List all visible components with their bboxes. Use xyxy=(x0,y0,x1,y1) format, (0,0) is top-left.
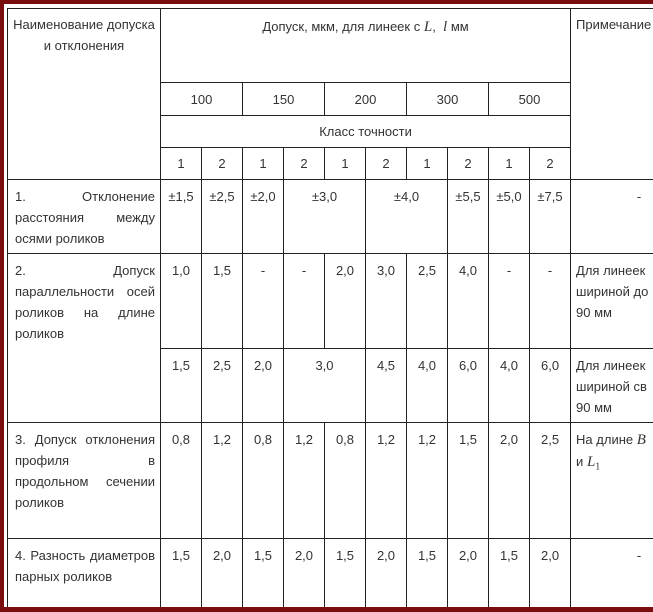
value-cell: 1,2 xyxy=(284,423,325,539)
row-name: 1. Отклонение расстояния между осями роликов xyxy=(8,180,161,254)
header-tolerance-title xyxy=(161,9,571,83)
value-cell: 6,0 xyxy=(530,349,571,423)
value-cell: 2,5 xyxy=(530,423,571,539)
length-500: 500 xyxy=(489,83,571,116)
value-cell: 2,0 xyxy=(366,539,407,612)
value-cell: 1,2 xyxy=(366,423,407,539)
subscript: 1 xyxy=(595,461,601,473)
value-cell: 1,0 xyxy=(161,254,202,349)
class-number: 2 xyxy=(284,148,325,180)
value-cell: 1,5 xyxy=(161,349,202,423)
row-name: 4. Разность диаметров парных роликов xyxy=(8,539,161,612)
row-note xyxy=(571,349,653,423)
note-line xyxy=(576,451,653,478)
value-cell: 2,5 xyxy=(407,254,448,349)
value-cell: ±5,0 xyxy=(489,180,530,254)
value-cell: 1,5 xyxy=(161,539,202,612)
value-cell: - xyxy=(284,254,325,349)
value-cell: 4,0 xyxy=(448,254,489,349)
value-cell: 1,5 xyxy=(489,539,530,612)
value-cell: 1,5 xyxy=(202,254,243,349)
length-200: 200 xyxy=(325,83,407,116)
length-300: 300 xyxy=(407,83,489,116)
class-number: 2 xyxy=(202,148,243,180)
value-cell: ±2,5 xyxy=(202,180,243,254)
value-cell: 1,2 xyxy=(407,423,448,539)
table-row xyxy=(8,254,653,349)
value-cell: - xyxy=(489,254,530,349)
table-row xyxy=(8,423,653,539)
value-cell: 2,0 xyxy=(448,539,489,612)
note-line: 90 мм xyxy=(576,305,612,320)
value-cell: ±1,5 xyxy=(161,180,202,254)
accuracy-class-label: Класс точности xyxy=(161,116,571,148)
value-cell: ±5,5 xyxy=(448,180,489,254)
value-cell: ±4,0 xyxy=(366,180,448,254)
value-cell: ±2,0 xyxy=(243,180,284,254)
tolerance-table xyxy=(7,8,653,612)
row-note: - xyxy=(571,539,653,612)
title-separator: , xyxy=(432,19,436,34)
value-cell: - xyxy=(243,254,284,349)
length-150: 150 xyxy=(243,83,325,116)
class-number: 1 xyxy=(407,148,448,180)
note-line: Для линеек xyxy=(576,358,646,373)
note-line: шириной св xyxy=(576,379,647,394)
value-cell: 3,0 xyxy=(284,349,366,423)
row-name: 3. Допуск отклонения профиля в продольном сечении роликов xyxy=(8,423,161,539)
note-line xyxy=(576,429,653,451)
note-line: Для линеек xyxy=(576,263,646,278)
class-number: 1 xyxy=(243,148,284,180)
row-name: 2. Допуск параллельности осей роликов на длине роликов xyxy=(8,254,161,423)
note-line: шириной до xyxy=(576,284,649,299)
value-cell: 2,0 xyxy=(202,539,243,612)
value-cell: 3,0 xyxy=(366,254,407,349)
value-cell: 2,0 xyxy=(530,539,571,612)
value-cell: 1,5 xyxy=(407,539,448,612)
table-row xyxy=(8,539,653,612)
class-number: 1 xyxy=(161,148,202,180)
header-row-title xyxy=(8,9,653,83)
value-cell: 1,5 xyxy=(325,539,366,612)
value-cell: 2,0 xyxy=(243,349,284,423)
row-note xyxy=(571,254,653,349)
note-line: 90 мм xyxy=(576,400,612,415)
class-number: 1 xyxy=(325,148,366,180)
class-number: 1 xyxy=(489,148,530,180)
class-number: 2 xyxy=(366,148,407,180)
value-cell: 0,8 xyxy=(243,423,284,539)
row-note: - xyxy=(571,180,653,254)
value-cell: ±7,5 xyxy=(530,180,571,254)
table-row xyxy=(8,180,653,254)
variable-L1: L xyxy=(586,454,596,470)
class-number: 2 xyxy=(530,148,571,180)
header-name-label: Наименование допуска и отклонения xyxy=(13,17,155,53)
value-cell: 1,2 xyxy=(202,423,243,539)
value-cell: - xyxy=(530,254,571,349)
variable-B: B xyxy=(636,432,646,448)
variable-L: L xyxy=(423,19,433,35)
value-cell: 4,0 xyxy=(407,349,448,423)
class-number: 2 xyxy=(448,148,489,180)
variable-l: l xyxy=(443,19,448,35)
header-note-label: Примечание xyxy=(576,17,652,32)
value-cell: 2,0 xyxy=(489,423,530,539)
length-100: 100 xyxy=(161,83,243,116)
header-name-cell xyxy=(8,9,161,180)
value-cell: 1,5 xyxy=(243,539,284,612)
value-cell: 2,0 xyxy=(325,254,366,349)
value-cell: ±3,0 xyxy=(284,180,366,254)
value-cell: 0,8 xyxy=(161,423,202,539)
value-cell: 1,5 xyxy=(448,423,489,539)
title-unit: мм xyxy=(450,19,469,34)
value-cell: 2,5 xyxy=(202,349,243,423)
value-cell: 4,5 xyxy=(366,349,407,423)
value-cell: 2,0 xyxy=(284,539,325,612)
value-cell: 6,0 xyxy=(448,349,489,423)
header-note-cell xyxy=(571,9,653,180)
note-text: и xyxy=(576,454,584,469)
row-note xyxy=(571,423,653,539)
note-text: На длине xyxy=(576,432,634,447)
tolerance-title-text: Допуск, мкм, для линеек с xyxy=(262,19,421,34)
value-cell: 4,0 xyxy=(489,349,530,423)
value-cell: 0,8 xyxy=(325,423,366,539)
